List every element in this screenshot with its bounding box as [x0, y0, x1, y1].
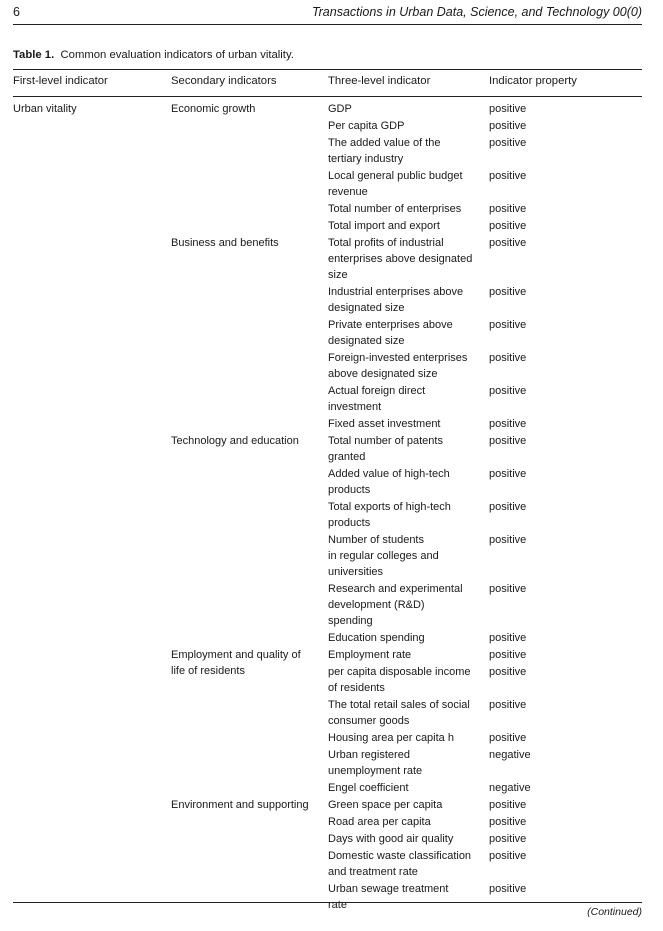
three-level-indicator: Total number of patents — [328, 435, 443, 447]
three-level-indicator: granted — [328, 451, 366, 463]
three-level-indicator: Housing area per capita h — [328, 732, 454, 744]
indicator-property: positive — [489, 220, 527, 232]
table-bottom-rule — [13, 902, 642, 903]
indicator-property: positive — [489, 468, 527, 480]
indicator-property: positive — [489, 237, 527, 249]
indicator-property: positive — [489, 170, 527, 182]
indicator-property: positive — [489, 883, 527, 895]
column-header-three-level: Three-level indicator — [328, 75, 431, 87]
three-level-indicator: Education spending — [328, 632, 425, 644]
three-level-indicator: rate — [328, 899, 347, 911]
three-level-indicator: and treatment rate — [328, 866, 418, 878]
secondary-indicator: life of residents — [171, 665, 245, 677]
table-caption — [13, 49, 294, 61]
indicator-property: positive — [489, 666, 527, 678]
three-level-indicator: Total exports of high-tech — [328, 501, 451, 513]
three-level-indicator: products — [328, 484, 371, 496]
three-level-indicator: Per capita GDP — [328, 120, 405, 132]
secondary-indicator: Business and benefits — [171, 237, 279, 249]
indicator-property: positive — [489, 103, 527, 115]
three-level-indicator: spending — [328, 615, 373, 627]
three-level-indicator: development (R&D) — [328, 599, 425, 611]
indicator-property: positive — [489, 732, 527, 744]
indicator-property: positive — [489, 352, 527, 364]
header-rule — [13, 24, 642, 25]
three-level-indicator: Domestic waste classification — [328, 850, 472, 862]
column-header-secondary: Secondary indicators — [171, 75, 277, 87]
three-level-indicator: revenue — [328, 186, 368, 198]
three-level-indicator: Total number of enterprises — [328, 203, 462, 215]
three-level-indicator: universities — [328, 566, 384, 578]
indicator-property: positive — [489, 816, 527, 828]
three-level-indicator: Actual foreign direct — [328, 385, 426, 397]
indicator-property: positive — [489, 385, 527, 397]
journal-title: Transactions in Urban Data, Science, and Technology 00(0) — [311, 5, 642, 19]
column-header-first-level: First-level indicator — [13, 75, 108, 87]
three-level-indicator: GDP — [328, 103, 352, 115]
three-level-indicator: investment — [328, 401, 382, 413]
three-level-indicator: Days with good air quality — [328, 833, 454, 845]
indicator-property: positive — [489, 649, 527, 661]
secondary-indicator: Economic growth — [171, 103, 256, 115]
three-level-indicator: The added value of the — [328, 137, 441, 149]
three-level-indicator: enterprises above designated — [328, 253, 473, 265]
table-header-rule — [13, 96, 642, 97]
three-level-indicator: Green space per capita — [328, 799, 443, 811]
indicator-property: positive — [489, 799, 527, 811]
three-level-indicator: products — [328, 517, 371, 529]
three-level-indicator: Private enterprises above — [328, 319, 453, 331]
indicator-property: positive — [489, 435, 527, 447]
three-level-indicator: unemployment rate — [328, 765, 423, 777]
three-level-indicator: above designated size — [328, 368, 438, 380]
indicator-property: positive — [489, 833, 527, 845]
three-level-indicator: Road area per capita — [328, 816, 431, 828]
three-level-indicator: Industrial enterprises above — [328, 286, 464, 298]
three-level-indicator: in regular colleges and — [328, 550, 439, 562]
secondary-indicator: Employment and quality of — [171, 649, 301, 661]
indicator-property: positive — [489, 583, 527, 595]
three-level-indicator: size — [328, 269, 348, 281]
three-level-indicator: per capita disposable income — [328, 666, 471, 678]
three-level-indicator: Number of students — [328, 534, 424, 546]
secondary-indicator: Technology and education — [171, 435, 299, 447]
indicator-property: positive — [489, 120, 527, 132]
indicator-property: positive — [489, 632, 527, 644]
secondary-indicator: Environment and supporting — [171, 799, 309, 811]
three-level-indicator: Total import and export — [328, 220, 440, 232]
three-level-indicator: Foreign-invested enterprises — [328, 352, 468, 364]
table-caption-label: Table 1. — [13, 49, 55, 61]
table-caption-text: Common evaluation indicators of urban vitality. — [60, 49, 294, 61]
three-level-indicator: Added value of high-tech — [328, 468, 450, 480]
three-level-indicator: Urban sewage treatment — [328, 883, 449, 895]
indicator-property: positive — [489, 418, 527, 430]
three-level-indicator: Urban registered — [328, 749, 410, 761]
indicator-property: positive — [489, 850, 527, 862]
three-level-indicator: The total retail sales of social — [328, 699, 470, 711]
first-level-indicator: Urban vitality — [13, 103, 77, 115]
three-level-indicator: Total profits of industrial — [328, 237, 444, 249]
indicator-property: positive — [489, 534, 527, 546]
continued-note: (Continued) — [587, 906, 642, 918]
three-level-indicator: Employment rate — [328, 649, 412, 661]
page-number: 6 — [13, 5, 20, 19]
indicator-property: negative — [489, 782, 531, 794]
indicator-property: positive — [489, 501, 527, 513]
table-top-rule — [13, 69, 642, 70]
indicator-property: positive — [489, 699, 527, 711]
three-level-indicator: consumer goods — [328, 715, 410, 727]
three-level-indicator: Local general public budget — [328, 170, 463, 182]
three-level-indicator: designated size — [328, 302, 405, 314]
indicator-property: positive — [489, 319, 527, 331]
three-level-indicator: Research and experimental — [328, 583, 463, 595]
column-header-property: Indicator property — [489, 75, 577, 87]
three-level-indicator: Engel coefficient — [328, 782, 409, 794]
three-level-indicator: of residents — [328, 682, 385, 694]
three-level-indicator: Fixed asset investment — [328, 418, 441, 430]
indicator-property: negative — [489, 749, 531, 761]
indicator-property: positive — [489, 286, 527, 298]
indicator-property: positive — [489, 203, 527, 215]
three-level-indicator: designated size — [328, 335, 405, 347]
indicator-property: positive — [489, 137, 527, 149]
three-level-indicator: tertiary industry — [328, 153, 404, 165]
